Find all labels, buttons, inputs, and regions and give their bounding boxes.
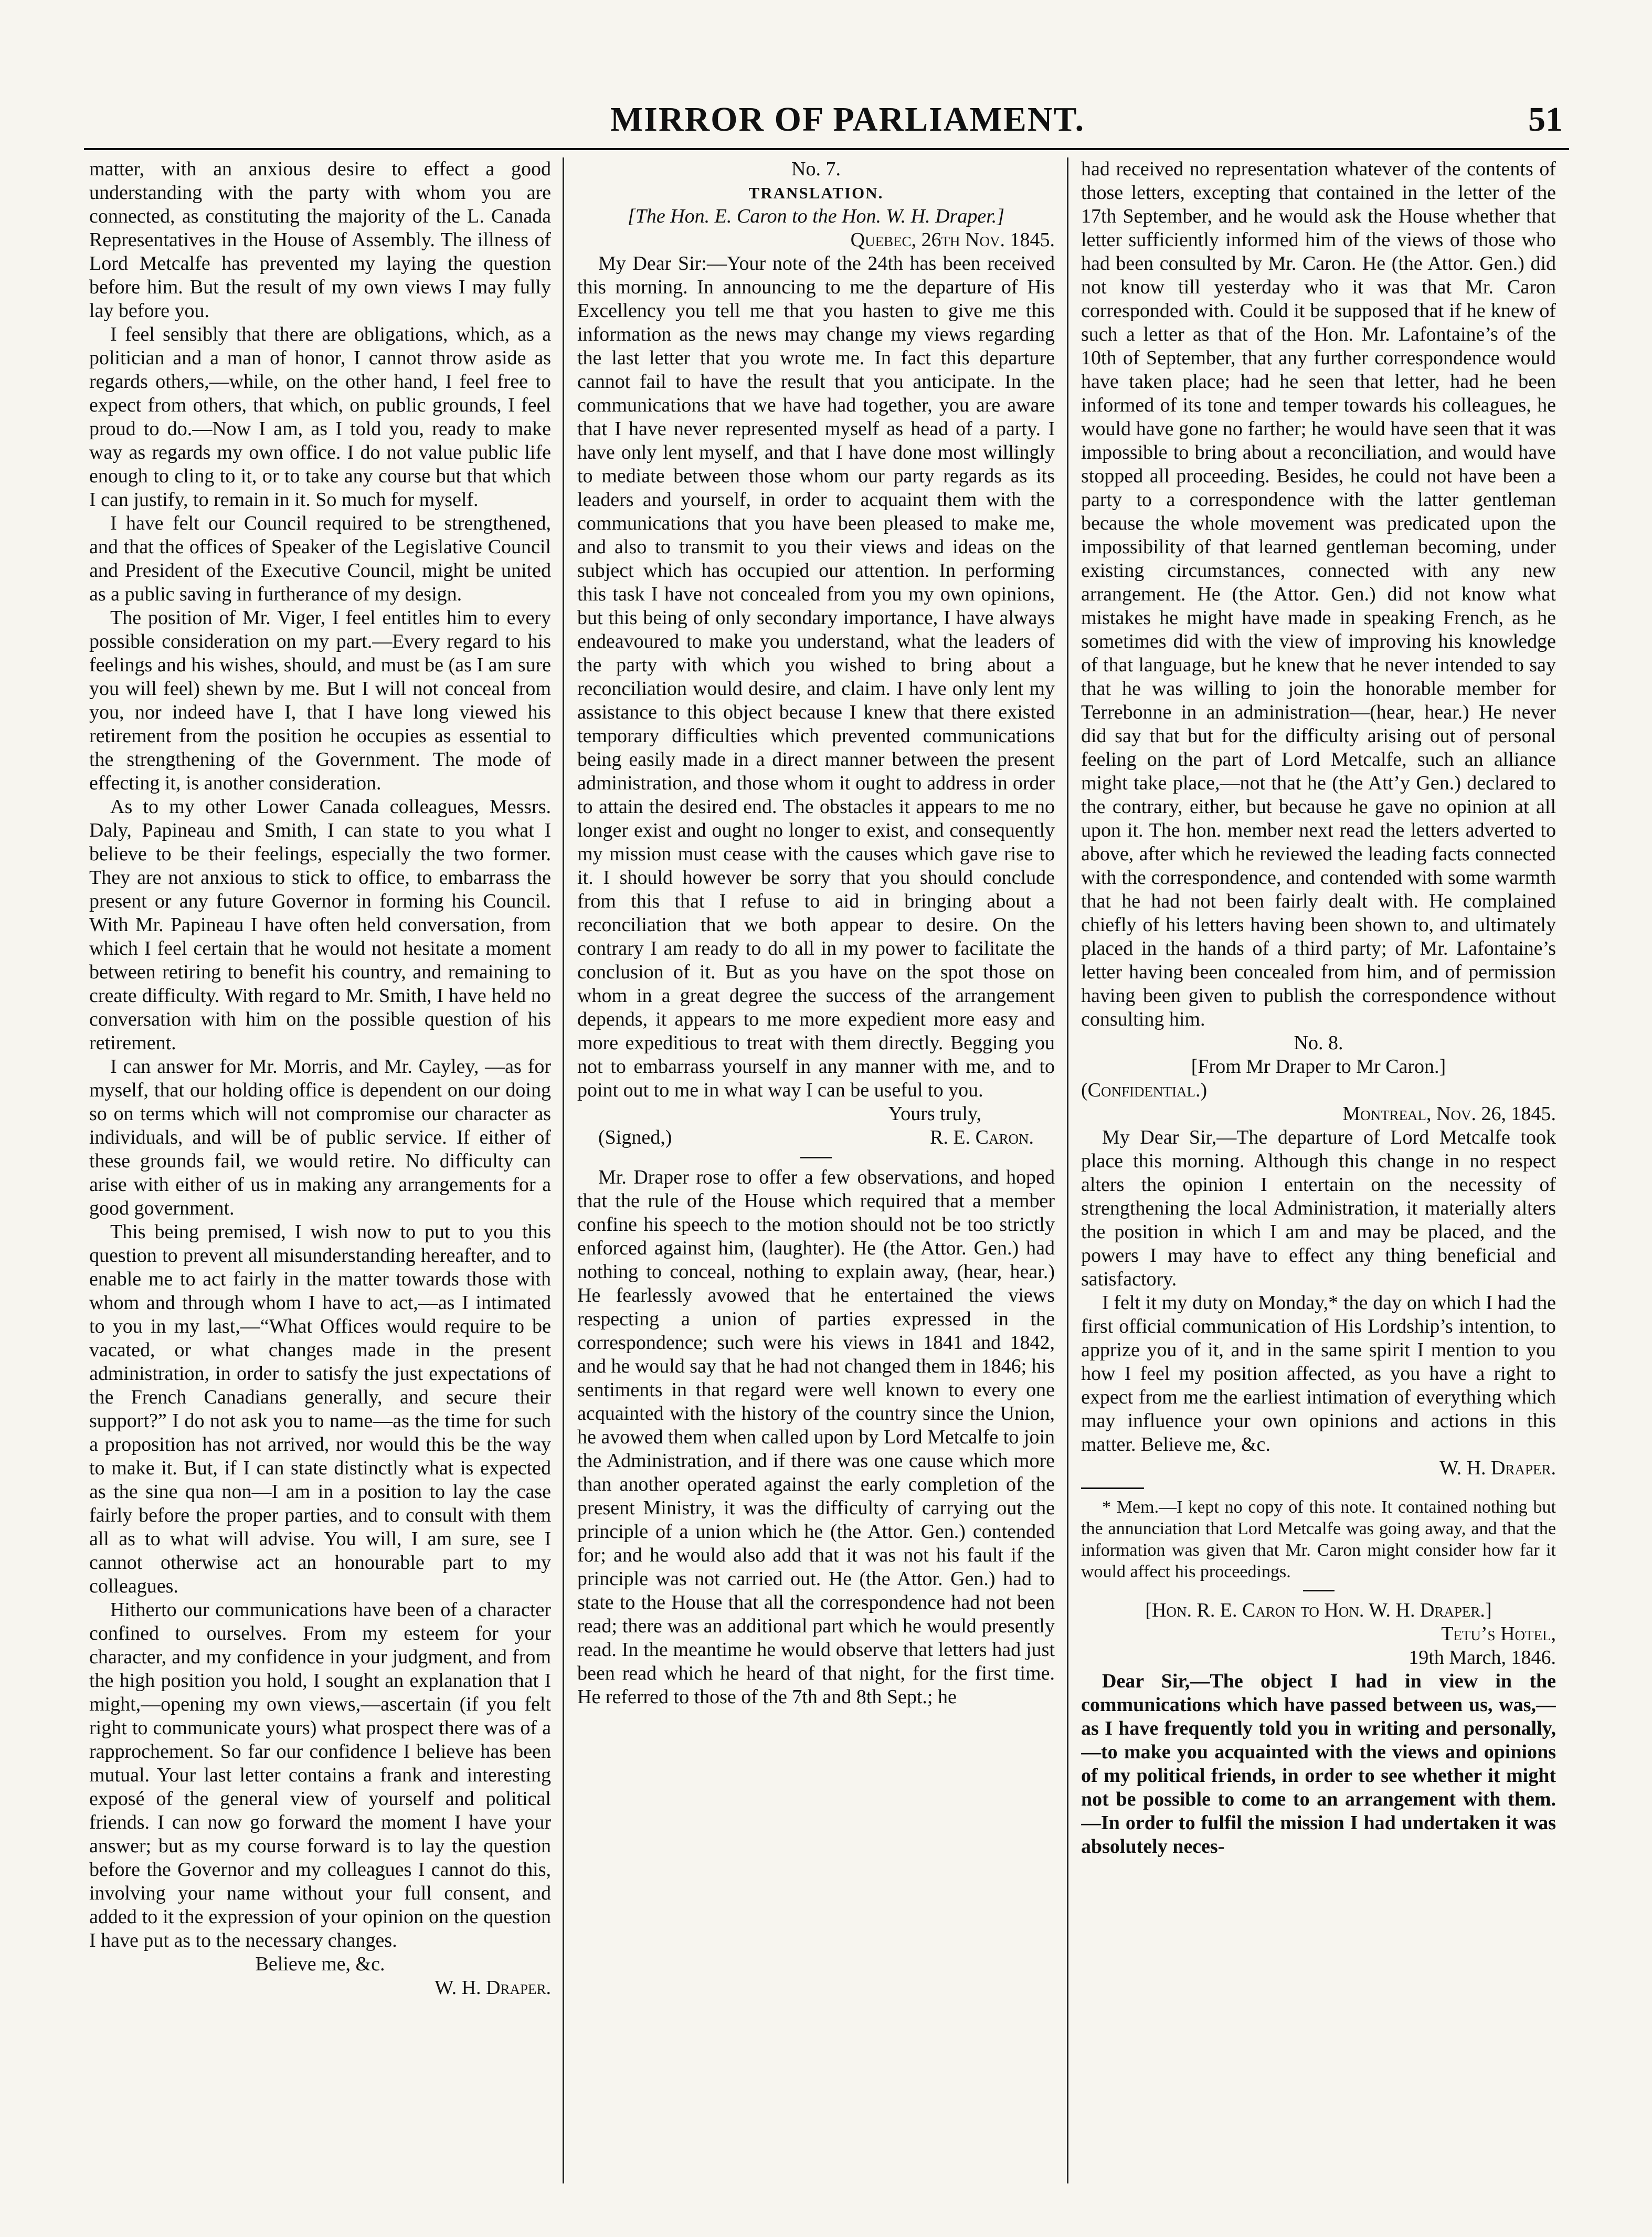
paragraph: had received no representation whatever of the contents of those letters, excepting that contained in the letter of the 17th September, and he would ask the House whether that letter sufficiently informed him of the views of those who had been consulted by Mr. Caron. He (the Attor. Gen.) did not know till yesterday who it was that Mr. Caron corresponded with. Could it be supposed that if he knew of such a letter as that of the Hon. Mr. Lafontaine’s of the 10th of September, that any further correspondence would have taken place; had he seen that letter, had he been informed of its tone and temper towards his colleagues, he would have gone no farther; he would have seen that it was impossible to bring about a reconciliation, and would have stopped all proceeding. Besides, he could not have been a party to a correspondence with the latter gentleman because the whole movement was predicated upon the impossibility of that learned gentleman becoming, under existing circumstances, connected with any new arrangement. He (the Attor. Gen.) did not know what mistakes he might have made in speaking French, as he sometimes did with the view of improving his knowledge of that language, but he knew that he never intended to say that he was willing to join the honorable member for Terrebonne in an administration—(hear, hear.) He never did say that but for the difficulty arising out of personal feeling on the part of Lord Metcalfe, such an alliance might take place,—not that he (the Att’y Gen.) declared to the contrary, either, but because he gave no opinion at all upon it. The hon. member next read the letters adverted to above, after which he reviewed the leading facts connected with the correspondence, and contended with some warmth that he had not been fairly dealt with. He complained chiefly of his letters having been shown to, and ultimately placed in the hands of a third party; of Mr. Lafontaine’s letter having been concealed from him, and of permission having been given to publish the correspondence without consulting him. xyxy=(1081,158,1556,1030)
column-left xyxy=(89,157,551,2183)
header-rule xyxy=(84,148,1569,150)
dateline: Montreal, Nov. 26, 1845. xyxy=(1342,1103,1556,1125)
paragraph: I have felt our Council required to be strengthened, and that the offices of Speaker of the Legislative Council and President of the Executive Council, might be united as a public saving in furtherance of my design. xyxy=(89,512,551,605)
paragraph: matter, with an anxious desire to effect a good understanding with the party with whom you are connected, as constituting the majority of the L. Canada Representatives in the House of Assembly. The illness of Lord Metcalfe has prevented my laying the question before him. But the result of my own views I may fully lay before you. xyxy=(89,158,551,322)
paragraph: This being premised, I wish now to put to you this question to prevent all misunderstanding hereafter, and to enable me to act fairly in the matter towards those with whom and through whom I have to act,—as I intimated to you in my last,—“What Offices would require to be vacated, or what changes made in the present administration, in order to satisfy the just expectations of the French Canadians generally, and secure their support?” I do not ask you to name—as the time for such a proposition has not arrived, nor would this be the way to make it. But, if I can state distinctly what is expected as the sine qua non—I am in a position to lay the case fairly before the proper parties, and to consult with them all as to what will advise. You will, I am sure, see I cannot otherwise act an honourable part to my colleagues. xyxy=(89,1221,551,1597)
letter-signature: W. H. Draper. xyxy=(1439,1457,1556,1479)
confidential-label: (Confidential.) xyxy=(1081,1079,1208,1101)
paragraph: I felt it my duty on Monday,* the day on which I had the first official communication of His Lordship’s intention, to apprize you of it, and in the same spirit I mention to you how I feel my position affected, as you have a right to expect from me the earliest intimation of everything which may influence your own opinions and actions in this matter. Believe me, &c. xyxy=(1081,1292,1556,1455)
section-separator xyxy=(1303,1590,1335,1591)
paragraph: I can answer for Mr. Morris, and Mr. Cayley, —as for myself, that our holding office is dependent on our doing so on terms which will not compromise our character as individuals, and will be of public service. If either of these grounds fail, we would retire. No difficulty can arise with either of us in making any arrangements for a good government. xyxy=(89,1056,551,1219)
letter-signature: R. E. Caron. xyxy=(930,1126,1034,1148)
letter-heading: [From Mr Draper to Mr Caron.] xyxy=(1191,1056,1446,1078)
letter-signature: W. H. Draper. xyxy=(435,1977,551,1999)
paragraph: I feel sensibly that there are obligations, which, as a politician and a man of honor, I cannot throw aside as regards others,—while, on the other hand, I feel free to expect from others, that which, on public grounds, I feel proud to do.—Now I am, as I told you, ready to make way as regards my own office. I do not value public life enough to cling to it, or to take any course but that which I can justify, to remain in it. So much for myself. xyxy=(89,323,551,511)
column-divider xyxy=(563,157,564,2183)
column-divider xyxy=(1067,157,1068,2183)
document-number: No. 8. xyxy=(1294,1032,1343,1054)
column-middle xyxy=(577,157,1055,2183)
paragraph: My Dear Sir,—The departure of Lord Metcalfe took place this morning. Although this change in no respect alters the opinion I entertain on the necessity of strengthening the local Administration, it materially alters the position in which I am and may be placed, and the powers I may have to effect any thing beneficial and satisfactory. xyxy=(1081,1126,1556,1290)
paragraph: As to my other Lower Canada colleagues, Messrs. Daly, Papineau and Smith, I can state to you what I believe to be their feelings, especially the two former. They are not anxious to stick to office, to embarrass the present or any future Governor in forming his Council. With Mr. Papineau I have often held conversation, from which I feel certain that he would not hesitate a moment between retiring to benefit his country, and remaining to create difficulty. With regard to Mr. Smith, I have held no conversation with him on the possible question of his retirement. xyxy=(89,796,551,1054)
column-right xyxy=(1081,157,1556,2183)
paragraph: The position of Mr. Viger, I feel entitles him to every possible consideration on my part.—Every regard to his feelings and his wishes, should, and must be (as I am sure you will feel) shewn by me. But I will not conceal from you, nor indeed have I, that I have long viewed his retirement from the position he occupies as essential to the strengthening of the Government. The mode of effecting it, is another consideration. xyxy=(89,607,551,794)
footnote: * Mem.—I kept no copy of this note. It contained nothing but the annunciation that Lord Metcalfe was going away, and that the information was given that Mr. Caron might consider how far it would affect his proceedings. xyxy=(1081,1497,1556,1581)
hotel-name: Tetu’s Hotel, xyxy=(1441,1623,1556,1645)
section-separator xyxy=(800,1157,832,1158)
letter-heading: [Hon. R. E. Caron to Hon. W. H. Draper.] xyxy=(1145,1599,1492,1621)
paragraph: Hitherto our communications have been of a character confined to ourselves. From my esteem for your character, and my confidence in your judgment, and from the high position you hold, I sought an explanation that I might,—opening my own views,—ascertain (if you felt right to communicate yours) what prospect there was of a rapprochement. So far our confidence I believe has been mutual. Your last letter contains a frank and interesting exposé of the general view of yourself and political friends. I can now go forward the moment I have your answer; but as my course forward is to lay the question before the Governor and my colleagues I cannot do this, involving your name without your full consent, and added to it the expression of your opinion on the question I have put as to the necessary changes. xyxy=(89,1599,551,1951)
page-number: 51 xyxy=(1528,100,1563,139)
paragraph: My Dear Sir:—Your note of the 24th has been received this morning. In announcing to me the departure of His Excellency you tell me that you hasten to give me this information as the news may change my views regarding the last letter that you wrote me. In fact this departure cannot fail to have the result that you anticipate. In the communications that we have had together, you are aware that I have never represented myself as head of a party. I have only lent myself, and that I have done most willingly to mediate between those whom our party regards as its leaders and yourself, in order to acquaint them with the communications that you have been pleased to make me, and also to transmit to you their views and ideas on the subject which has occupied our attention. In performing this task I have not concealed from you my own opinions, but this being of only secondary importance, I have always endeavoured to make you understand, what the leaders of the party with which you wished to bring about a reconciliation would desire, and claim. I have only lent my assistance to this object because I knew that there existed temporary difficulties which prevented communications being easily made in a direct manner between the present administration, and those whom it ought to address in order to attain the desired end. The obstacles it appears to me no longer exist and ought no longer to exist, and consequently my mission must cease with the causes which gave rise to it. I should however be sorry that you should conclude from this that I refuse to aid in bringing about a reconciliation that we both appear to desire. On the contrary I am ready to do all in my power to facilitate the conclusion of it. But as you have on the spot those on whom in a great degree the success of the arrangement depends, it appears to me more expedient more easy and more expeditious to treat with them directly. Begging you not to embarrass yourself in any manner with me, and to point out to me in what way I can be useful to you. xyxy=(577,252,1055,1101)
page-header xyxy=(0,100,1652,147)
running-title: MIRROR OF PARLIAMENT. xyxy=(610,100,1085,139)
signature-line xyxy=(577,1126,1055,1149)
dateline: Quebec, 26th Nov. 1845. xyxy=(850,229,1055,251)
letter-closing: Yours truly, xyxy=(888,1103,981,1125)
paragraph: Dear Sir,—The object I had in view in the communications which have passed between us, was,—as I have frequently told you in writing and personally,—to make you acquainted with the views and opinions of my political friends, in order to see whether it might not be possible to come to an arrangement with them.—In order to fulfil the mission I had undertaken it was absolutely neces- xyxy=(1081,1670,1556,1858)
translation-label: TRANSLATION. xyxy=(748,184,884,202)
paragraph: Mr. Draper rose to offer a few observations, and hoped that the rule of the House which required that a member confine his speech to the motion should not be too strictly enforced against him, (laughter). He (the Attor. Gen.) had nothing to conceal, nothing to explain away, (hear, hear.) He fearlessly avowed that he entertained the views respecting a union of parties expressed in the correspondence; such were his views in 1841 and 1842, and he would say that he had not changed them in 1846; his sentiments in that regard were well known to every one acquainted with the history of the country since the Union, he avowed them when called upon by Lord Metcalfe to join the Administration, and if there was one cause which more than another operated against the early completion of the present Ministry, it was the difficulty of carrying out the principle of a union which he (the Attor. Gen.) contended for; and he would also add that it was not his fault if the principle was not carried out. He (the Attor. Gen.) had to state to the House that all the correspondence had not been read; there was an additional part which he would presently read. In the meantime he would observe that letters had just been read which he heard of that night, for the first time. He referred to those of the 7th and 8th Sept.; he xyxy=(577,1166,1055,1708)
dateline: 19th March, 1846. xyxy=(1409,1647,1556,1669)
letter-closing: Believe me, &c. xyxy=(255,1953,385,1975)
letter-heading: [The Hon. E. Caron to the Hon. W. H. Draper.] xyxy=(627,205,1005,227)
signed-label: (Signed,) xyxy=(598,1126,672,1148)
document-number: No. 7. xyxy=(791,158,841,180)
footnote-rule xyxy=(1081,1487,1144,1489)
